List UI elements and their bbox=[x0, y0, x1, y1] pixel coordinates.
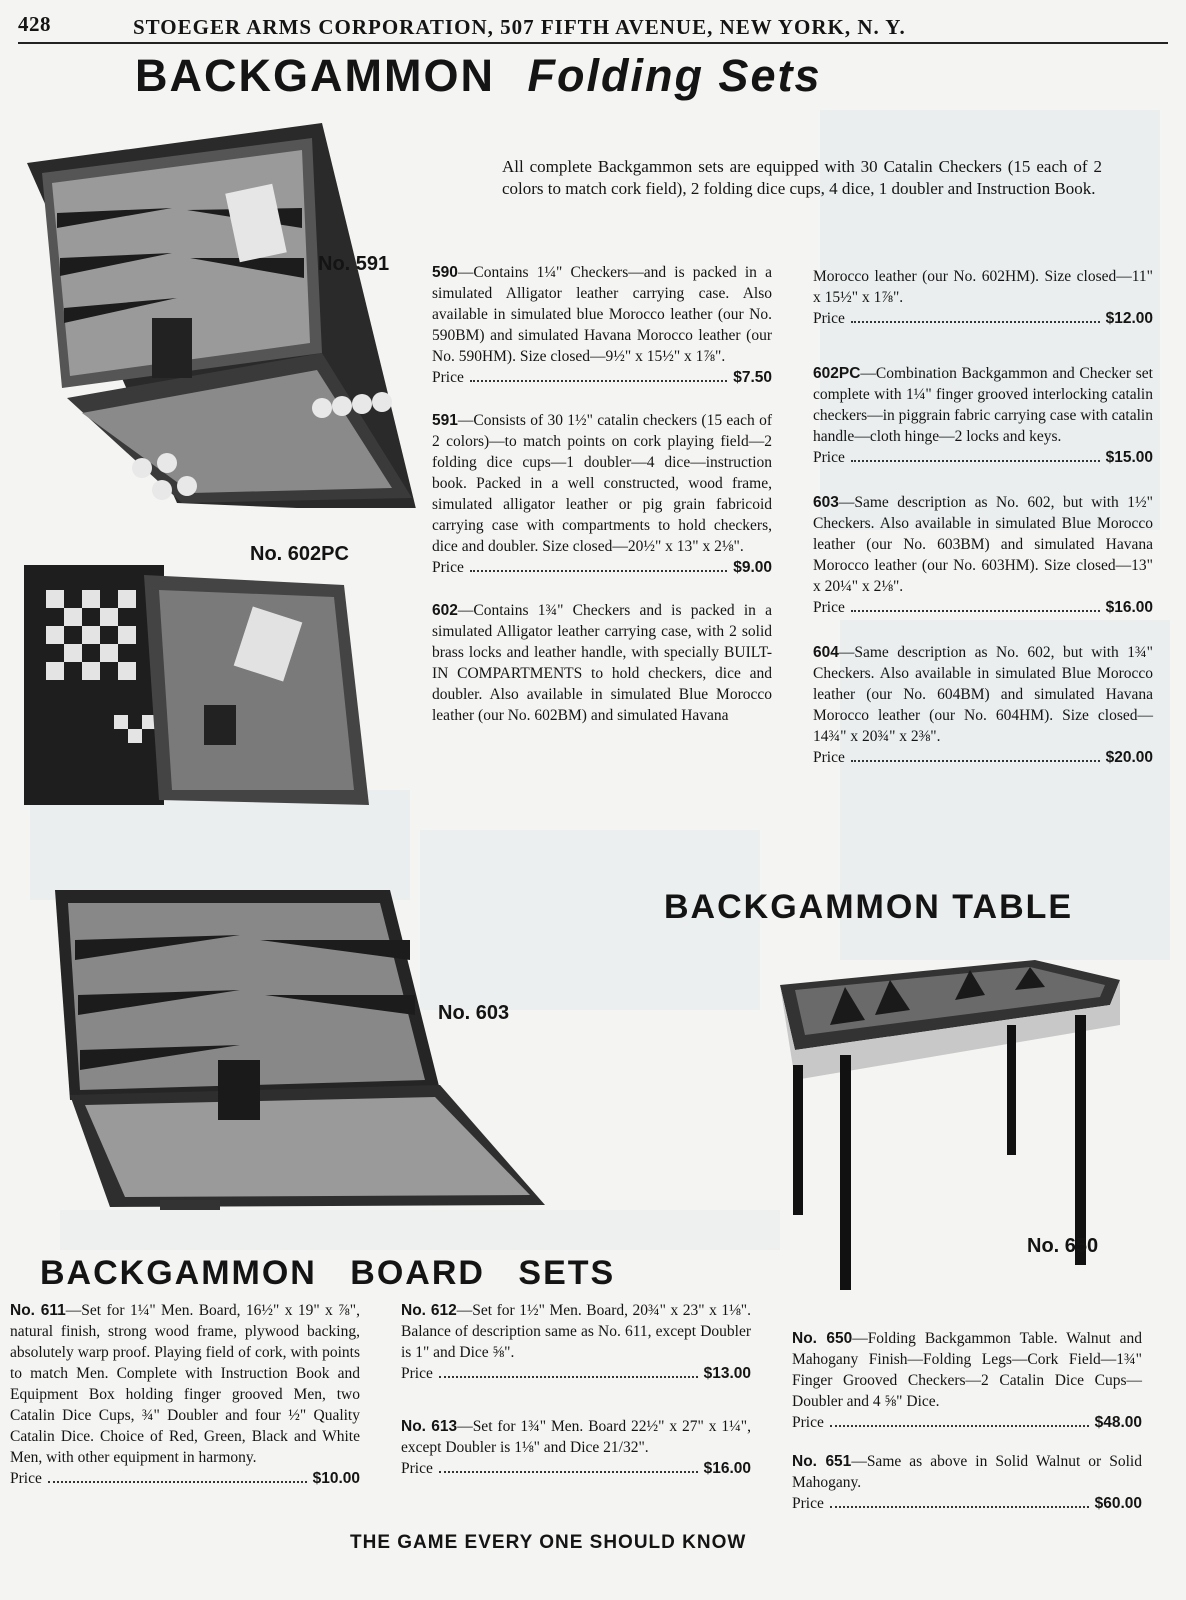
price-row-613 bbox=[401, 1458, 751, 1479]
price-row-602 bbox=[813, 308, 1153, 329]
price-label: Price bbox=[792, 1414, 824, 1431]
item-590 bbox=[432, 262, 772, 367]
item-code: 591 bbox=[432, 412, 458, 429]
label-603: No. 603 bbox=[438, 1002, 510, 1024]
price-value: $13.00 bbox=[703, 1365, 751, 1382]
item-code: No. 611 bbox=[10, 1302, 66, 1319]
item-desc: —Consists of 30 1½" catalin checkers (15 each of 2 colors)—to match points on cork playing field—2 folding dice cups—1 doubler—4 dice—instruction book. Packed in a well constructed, wood frame, simulated alligator leather or pig grain fabricoid carrying case with compartments to hold checkers, dice and doubler. Size closed—20½" x 13" x 2⅛". bbox=[432, 412, 772, 555]
price-label: Price bbox=[813, 449, 845, 466]
table-section-heading: BACKGAMMON TABLE bbox=[664, 888, 1074, 926]
price-row-590 bbox=[432, 367, 772, 388]
item-code: No. 651 bbox=[792, 1453, 852, 1470]
item-desc: —Contains 1¼" Checkers—and is packed in a simulated Alligator leather carrying case. Also available in simulated blue Morocco leather (our No. 590BM) and simulated Havana Morocco leather (our No. 590HM). Size closed—9½" x 15½" x 1⅞". bbox=[432, 264, 772, 365]
price-value: $48.00 bbox=[1094, 1414, 1142, 1431]
item-code: No. 612 bbox=[401, 1302, 457, 1319]
price-value: $10.00 bbox=[312, 1470, 360, 1487]
item-desc: —Set for 1¼" Men. Board, 16½" x 19" x ⅞", natural finish, strong wood frame, plywood backing, absolutely warp proof. Playing field of cork, with points to match Men. Complete with Instruction Book and Equipment Box holding finger grooved Men, two Catalin Dice Cups, ¾" Doubler and four ½" Quality Catalin Dice. Choice of Red, Green, Black and White Men, with other equipment in harmony. bbox=[10, 1302, 360, 1466]
item-desc: —Same description as No. 602, but with 1½" Checkers. Also available in simulated Blue Morocco leather (our No. 603BM) and simulated Havana Morocco leather (our No. 603HM). Size closed—13" x 20¼" x 2⅛". bbox=[813, 494, 1153, 595]
item-611 bbox=[10, 1300, 360, 1468]
page-title bbox=[135, 50, 821, 102]
price-value: $15.00 bbox=[1105, 449, 1153, 466]
item-604 bbox=[813, 642, 1153, 747]
item-desc: —Set for 1½" Men. Board, 20¾" x 23" x 1⅛". Balance of description same as No. 611, except Doubler is 1" and Dice ⅝". bbox=[401, 1302, 752, 1361]
item-602pc bbox=[813, 363, 1153, 447]
price-label: Price bbox=[792, 1495, 824, 1512]
item-602-continued: Morocco leather (our No. 602HM). Size closed—11" x 15½" x 1⅞". bbox=[813, 268, 1153, 306]
item-602 bbox=[432, 600, 772, 726]
price-row-603 bbox=[813, 597, 1153, 618]
item-591 bbox=[432, 410, 772, 557]
price-row-650 bbox=[792, 1412, 1142, 1433]
price-value: $60.00 bbox=[1094, 1495, 1142, 1512]
board-items-612-613 bbox=[401, 1300, 751, 1479]
price-row-591 bbox=[432, 557, 772, 578]
board-section-heading: BACKGAMMON BOARD SETS bbox=[40, 1254, 616, 1292]
price-label: Price bbox=[813, 599, 845, 616]
item-651 bbox=[792, 1451, 1142, 1493]
item-code: 604 bbox=[813, 644, 839, 661]
label-602pc: No. 602PC bbox=[250, 543, 349, 565]
item-code: 602PC bbox=[813, 365, 861, 382]
price-label: Price bbox=[432, 559, 464, 576]
price-label: Price bbox=[401, 1365, 433, 1382]
price-row-651 bbox=[792, 1493, 1142, 1514]
price-value: $12.00 bbox=[1105, 310, 1153, 327]
price-value: $20.00 bbox=[1105, 749, 1153, 766]
price-label: Price bbox=[813, 749, 845, 766]
column-right bbox=[813, 266, 1153, 768]
company-line: STOEGER ARMS CORPORATION, 507 FIFTH AVENUE, NEW YORK, N. Y. bbox=[133, 15, 906, 39]
price-value: $16.00 bbox=[1105, 599, 1153, 616]
item-desc: —Same as above in Solid Walnut or Solid Mahogany. bbox=[792, 1453, 1142, 1491]
title-italic: Folding Sets bbox=[527, 50, 822, 101]
item-desc: —Folding Backgammon Table. Walnut and Mahogany Finish—Folding Legs—Cork Field—1¾" Finger Grooved Checkers—2 Catalin Dice Cups—Doubler and 4 ⅝" Dice. bbox=[792, 1330, 1142, 1410]
backgammon-603-photo bbox=[50, 885, 550, 1215]
item-613 bbox=[401, 1416, 751, 1458]
price-value: $7.50 bbox=[733, 369, 772, 386]
price-value: $16.00 bbox=[703, 1460, 751, 1477]
price-row-612 bbox=[401, 1363, 751, 1384]
item-612 bbox=[401, 1300, 751, 1363]
intro-text: All complete Backgammon sets are equipped with 30 Catalin Checkers (15 each of 2 colors to match cork field), 2 folding dice cups, 4 dice, 1 doubler and Instruction Book. bbox=[502, 157, 1102, 198]
item-desc: —Same description as No. 602, but with 1¾" Checkers. Also available in simulated Blue Morocco leather (our No. 604BM) and simulated Havana Morocco leather (our No. 604HM). Size closed—14¾" x 20¾" x 2⅜". bbox=[813, 644, 1153, 745]
price-label: Price bbox=[401, 1460, 433, 1477]
column-middle bbox=[432, 262, 772, 726]
price-value: $9.00 bbox=[733, 559, 772, 576]
item-650 bbox=[792, 1328, 1142, 1412]
backgammon-602pc-photo bbox=[24, 565, 374, 810]
price-row-602pc bbox=[813, 447, 1153, 468]
item-code: No. 613 bbox=[401, 1418, 458, 1435]
item-desc: —Combination Backgammon and Checker set complete with 1¼" finger grooved interlocking catalin checkers—in piggrain fabric carrying case with catalin handle—cloth hinge—2 locks and keys. bbox=[813, 365, 1153, 445]
page-number: 428 bbox=[18, 12, 51, 36]
item-code: No. 650 bbox=[792, 1330, 853, 1347]
price-label: Price bbox=[813, 310, 845, 327]
footer-slogan: THE GAME EVERY ONE SHOULD KNOW bbox=[350, 1532, 747, 1553]
title-main: BACKGAMMON bbox=[135, 50, 495, 101]
board-item-611 bbox=[10, 1300, 360, 1489]
label-591: No. 591 bbox=[318, 253, 390, 275]
backgammon-591-photo bbox=[22, 118, 422, 508]
item-desc: —Set for 1¾" Men. Board 22½" x 27" x 1¼", except Doubler is 1⅛" and Dice 21/32". bbox=[401, 1418, 752, 1456]
price-row-604 bbox=[813, 747, 1153, 768]
price-row-611 bbox=[10, 1468, 360, 1489]
item-603 bbox=[813, 492, 1153, 597]
item-code: 590 bbox=[432, 264, 458, 281]
item-code: 603 bbox=[813, 494, 839, 511]
item-desc: —Contains 1¾" Checkers and is packed in a simulated Alligator leather carrying case, with 2 solid brass locks and leather handle, with specially BUILT-IN COMPARTMENTS to hold checkers, dice and doubler. Also available in simulated Blue Morocco leather (our No. 602BM) and simulated Havana bbox=[432, 602, 772, 724]
price-label: Price bbox=[10, 1470, 42, 1487]
table-items bbox=[792, 1328, 1142, 1514]
label-650: No. 650 bbox=[1027, 1235, 1099, 1257]
price-label: Price bbox=[432, 369, 464, 386]
item-code: 602 bbox=[432, 602, 458, 619]
